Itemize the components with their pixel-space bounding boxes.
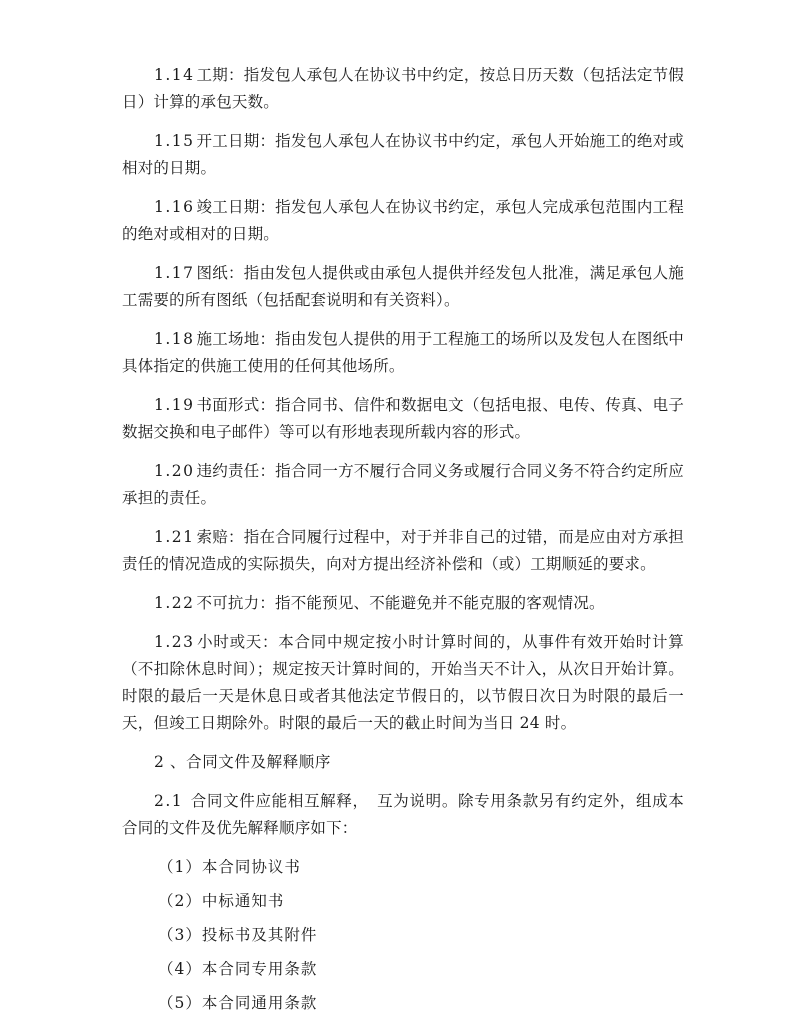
- clause-text: 合同文件应能相互解释， 互为说明。除专用条款另有约定外，组成本合同的文件及优先解释顺序如下：: [122, 792, 684, 837]
- clause-number: 1.17: [154, 264, 195, 282]
- clause-text: 开工日期：指发包人承包人在协议书中约定，承包人开始施工的绝对或相对的日期。: [122, 132, 684, 177]
- clause-text: 不可抗力：指不能预见、不能避免并不能克服的客观情况。: [196, 594, 605, 612]
- clause-number: 1.14: [154, 66, 195, 84]
- clause-text: 图纸：指由发包人提供或由承包人提供并经发包人批准，满足承包人施工需要的所有图纸（包括配套说明和有关资料）。: [122, 264, 684, 309]
- clause-1-18: [122, 326, 684, 380]
- clause-1-20: [122, 458, 684, 512]
- clause-number: 1.19: [154, 396, 195, 414]
- clause-1-23: [122, 629, 684, 737]
- clause-1-21: [122, 524, 684, 578]
- list-item: （5）本合同通用条款: [158, 994, 318, 1012]
- clause-text: 施工场地：指由发包人提供的用于工程施工的场所以及发包人在图纸中具体指定的供施工使用的任何其他场所。: [122, 330, 684, 375]
- list-item: （1）本合同协议书: [158, 858, 301, 876]
- clause-number: 1.15: [154, 132, 195, 150]
- list-item: （2）中标通知书: [158, 892, 285, 910]
- clause-text: 书面形式：指合同书、信件和数据电文（包括电报、电传、传真、电子数据交换和电子邮件）等可以有形地表现所载内容的形式。: [122, 396, 684, 441]
- clause-1-19: [122, 392, 684, 446]
- document-page: [122, 62, 684, 1024]
- clause-number: 2.1: [154, 792, 184, 810]
- clause-number: 1.16: [154, 198, 195, 216]
- clause-number: 1.18: [154, 330, 195, 348]
- clause-text: 工期：指发包人承包人在协议书中约定，按总日历天数（包括法定节假日）计算的承包天数。: [122, 66, 684, 111]
- clause-1-16: [122, 194, 684, 248]
- clause-text: 索赔：指在合同履行过程中，对于并非自己的过错，而是应由对方承担责任的情况造成的实际损失，向对方提出经济补偿和（或）工期顺延的要求。: [122, 528, 684, 573]
- clause-1-22: [122, 590, 684, 617]
- clause-number: 1.23: [154, 633, 195, 651]
- clause-1-15: [122, 128, 684, 182]
- list-item: （3）投标书及其附件: [158, 926, 318, 944]
- clause-number: 1.21: [154, 528, 195, 546]
- clause-number: 1.22: [154, 594, 195, 612]
- clause-text: 竣工日期：指发包人承包人在协议书约定，承包人完成承包范围内工程的绝对或相对的日期。: [122, 198, 684, 243]
- clause-number: 1.20: [154, 462, 195, 480]
- section-heading: 2 、合同文件及解释顺序: [154, 753, 331, 771]
- clause-1-14: [122, 62, 684, 116]
- clause-text: 违约责任：指合同一方不履行合同义务或履行合同义务不符合约定所应承担的责任。: [122, 462, 684, 507]
- clause-2-1: [122, 788, 684, 842]
- clause-1-17: [122, 260, 684, 314]
- clause-text: 小时或天：本合同中规定按小时计算时间的，从事件有效开始时计算（不扣除休息时间）；规定按天计算时间的，开始当天不计入，从次日开始计算。时限的最后一天是休息日或者其他法定节假日的，以节假日次日为时限的最后一天，但竣工日期除外。时限的最后一天的截止时间为当日 24 时。: [122, 633, 684, 732]
- list-item: （4）本合同专用条款: [158, 960, 318, 978]
